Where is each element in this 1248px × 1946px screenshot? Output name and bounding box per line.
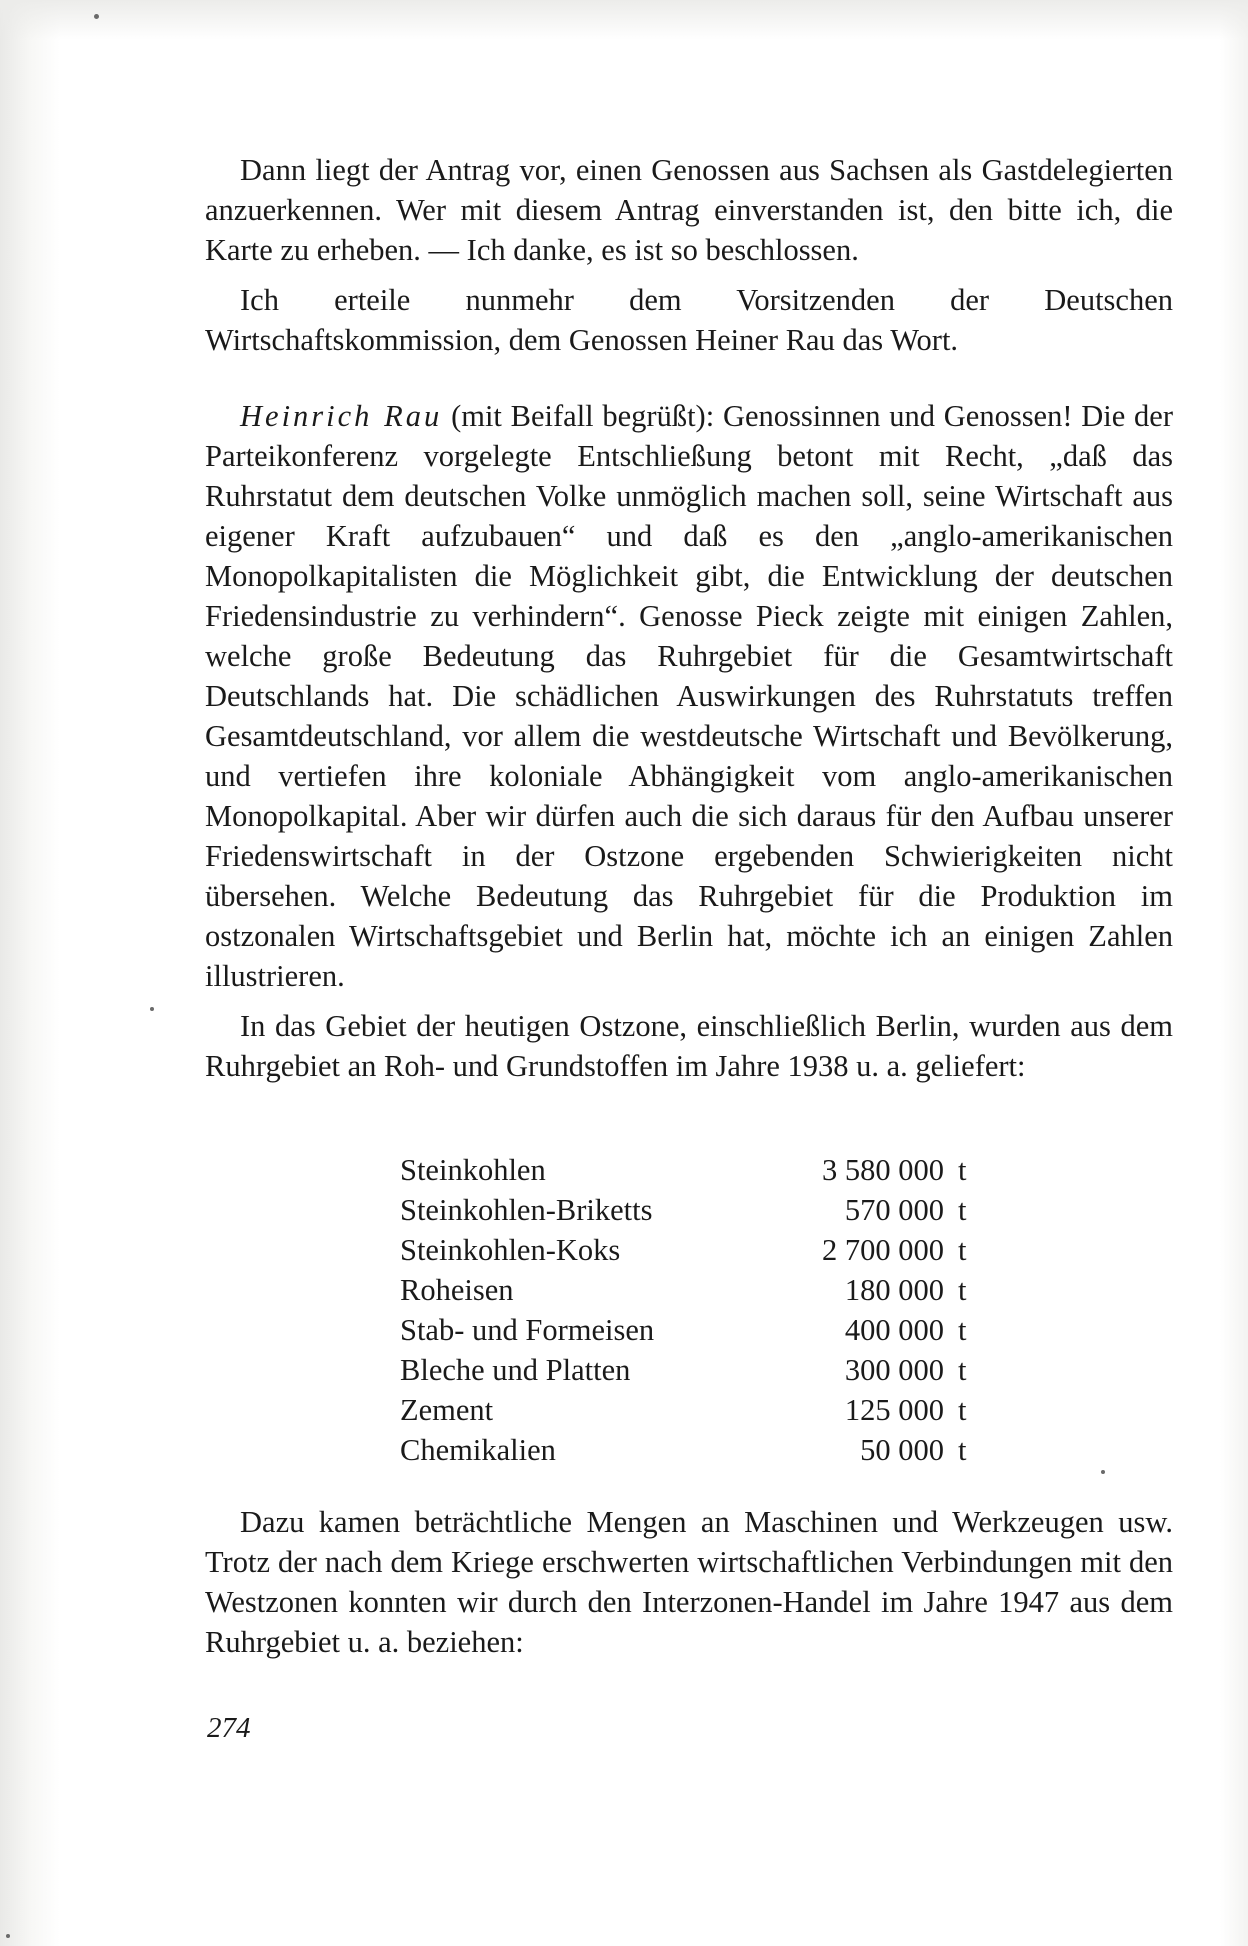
item-name: Steinkohlen-Koks — [400, 1233, 621, 1267]
item-quantity: 300 000 — [844, 1353, 944, 1387]
deliveries-table — [400, 1150, 980, 1470]
item-quantity: 2 700 000 — [822, 1233, 944, 1267]
item-unit: t — [958, 1433, 967, 1467]
item-name: Zement — [400, 1393, 494, 1427]
body-text-lower — [205, 1502, 1173, 1662]
table-row — [400, 1430, 980, 1470]
page-number: 274 — [207, 1712, 251, 1744]
item-unit: t — [958, 1153, 967, 1187]
scan-speck — [1101, 1470, 1105, 1474]
item-name: Chemikalien — [400, 1433, 556, 1467]
table-row — [400, 1190, 980, 1230]
item-quantity: 400 000 — [844, 1313, 944, 1347]
item-quantity: 180 000 — [844, 1273, 944, 1307]
paragraph-text: Dazu kamen beträchtliche Mengen an Maschinen und Werkzeugen usw. Trotz der nach dem Kriege erschwerten wirtschaftlichen Verbindungen mit den Westzonen konnten wir durch den Interzonen-Handel im Jahre 1947 aus dem Ruhrgebiet u. a. beziehen: — [205, 1505, 1173, 1659]
paragraph — [205, 396, 1173, 996]
scan-speck — [150, 1007, 154, 1011]
table-row — [400, 1390, 980, 1430]
body-text-upper — [205, 150, 1173, 1086]
item-unit: t — [958, 1393, 967, 1427]
item-unit: t — [958, 1353, 967, 1387]
item-name: Steinkohlen-Briketts — [400, 1193, 653, 1227]
paragraph-text: Dann liegt der Antrag vor, einen Genossen aus Sachsen als Gastdelegierten anzuerkennen. Wer mit diesem Antrag einverstanden ist, den bitte ich, die Karte zu erheben. — Ich danke, es ist so beschlossen. — [205, 153, 1173, 267]
item-quantity: 3 580 000 — [822, 1153, 944, 1187]
paragraph — [205, 150, 1173, 270]
paragraph-text: In das Gebiet der heutigen Ostzone, einschließlich Berlin, wurden aus dem Ruhrgebiet an Roh- und Grundstoffen im Jahre 1938 u. a. geliefert: — [205, 1009, 1173, 1083]
scan-shadow — [0, 0, 1248, 40]
item-name: Steinkohlen — [400, 1153, 546, 1187]
table-row — [400, 1350, 980, 1390]
item-unit: t — [958, 1233, 967, 1267]
speaker-name: Heinrich Rau — [240, 399, 443, 433]
paragraph — [205, 280, 1173, 360]
table-row — [400, 1270, 980, 1310]
paragraph-text: Ich erteile nunmehr dem Vorsitzenden der Deutschen Wirtschaftskommission, dem Genossen Heiner Rau das Wort. — [205, 283, 1173, 357]
table-row — [400, 1310, 980, 1350]
table-row — [400, 1150, 980, 1190]
paragraph-text: (mit Beifall begrüßt): Genossinnen und Genossen! Die der Parteikonferenz vorgelegte Entschließung betont mit Recht, „daß das Ruhrstatut dem deutschen Volke unmöglich machen soll, seine Wirtschaft aus eigener Kraft aufzubauen“ und daß es den „anglo-amerikanischen Monopolkapitalisten die Möglichkeit gibt, die Entwicklung der deutschen Friedensindustrie zu verhindern“. Genosse Pieck zeigte mit einigen Zahlen, welche große Bedeutung das Ruhrgebiet für die Gesamtwirtschaft Deutschlands hat. Die schädlichen Auswirkungen des Ruhrstatuts treffen Gesamtdeutschland, vor allem die westdeutsche Wirtschaft und Bevölkerung, und vertiefen ihre koloniale Abhängigkeit vom anglo-amerikanischen Monopolkapital. Aber wir dürfen auch die sich daraus für den Aufbau unserer Friedenswirtschaft in der Ostzone ergebenden Schwierigkeiten nicht übersehen. Welche Bedeutung das Ruhrgebiet für die Produktion im ostzonalen Wirtschaftsgebiet und Berlin hat, möchte ich an einigen Zahlen illustrieren. — [205, 399, 1173, 993]
item-quantity: 125 000 — [844, 1393, 944, 1427]
item-name: Bleche und Platten — [400, 1353, 631, 1387]
paragraph — [205, 1502, 1173, 1662]
table-row — [400, 1230, 980, 1270]
scan-speck — [94, 14, 99, 19]
scan-speck — [6, 1934, 10, 1938]
item-quantity: 570 000 — [844, 1193, 944, 1227]
item-unit: t — [958, 1273, 967, 1307]
item-name: Stab- und Formeisen — [400, 1313, 655, 1347]
item-unit: t — [958, 1193, 967, 1227]
item-name: Roheisen — [400, 1273, 514, 1307]
item-unit: t — [958, 1313, 967, 1347]
paragraph — [205, 1006, 1173, 1086]
item-quantity: 50 000 — [860, 1433, 944, 1467]
